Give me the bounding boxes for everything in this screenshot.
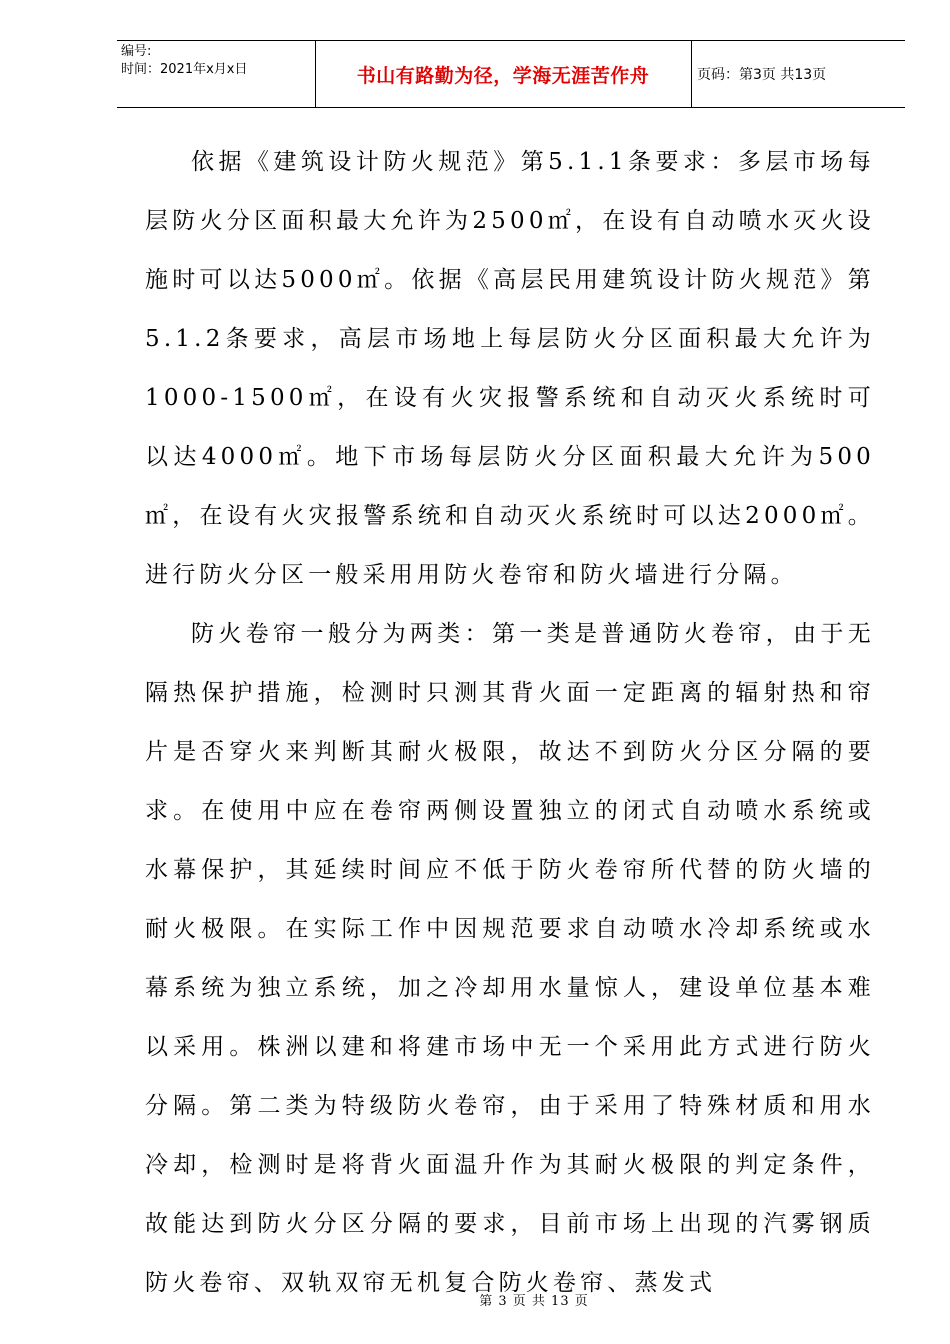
page-footer [0, 1290, 950, 1309]
header-divider-left [315, 41, 316, 107]
paragraph-fire-zone-regulations: 依据《建筑设计防火规范》第5.1.1条要求：多层市场每层防火分区面积最大允许为2500㎡，在设有自动喷水灭火设施时可以达5000㎡。依据《高层民用建筑设计防火规范》第5.1.2条要求，高层市场地上每层防火分区面积最大允许为1000-1500㎡，在设有火灾报警系统和自动灭火系统时可以达4000㎡。地下市场每层防火分区面积最大允许为500㎡，在设有火灾报警系统和自动灭火系统时可以达2000㎡。进行防火分区一般采用用防火卷帘和防火墙进行分隔。 [145, 149, 875, 588]
document-body [145, 133, 875, 1313]
time-label: 时间：2021年x月x日 [121, 62, 248, 77]
footer-page-number: 第 3 页 共 13 页 [479, 1294, 589, 1309]
header-page-info: 页码：第3页 共13页 [697, 67, 827, 83]
header-meta [121, 43, 311, 79]
document-header [117, 40, 905, 108]
paragraph-fire-shutter-types: 防火卷帘一般分为两类：第一类是普通防火卷帘，由于无隔热保护措施，检测时只测其背火面一定距离的辐射热和帘片是否穿火来判断其耐火极限，故达不到防火分区分隔的要求。在使用中应在卷帘两侧设置独立的闭式自动喷水系统或水幕保护，其延续时间应不低于防火卷帘所代替的防火墙的耐火极限。在实际工作中因规范要求自动喷水冷却系统或水幕系统为独立系统，加之冷却用水量惊人，建设单位基本难以采用。株洲以建和将建市场中无一个采用此方式进行防火分隔。第二类为特级防火卷帘，由于采用了特殊材质和用水冷却，检测时是将背火面温升作为其耐火极限的判定条件，故能达到防火分区分隔的要求，目前市场上出现的汽雾钢质防火卷帘、双轨双帘无机复合防火卷帘、蒸发式 [145, 621, 875, 1296]
serial-label: 编号: [121, 44, 152, 59]
header-slogan: 书山有路勤为径，学海无涯苦作舟 [356, 64, 650, 87]
header-divider-right [691, 41, 692, 107]
